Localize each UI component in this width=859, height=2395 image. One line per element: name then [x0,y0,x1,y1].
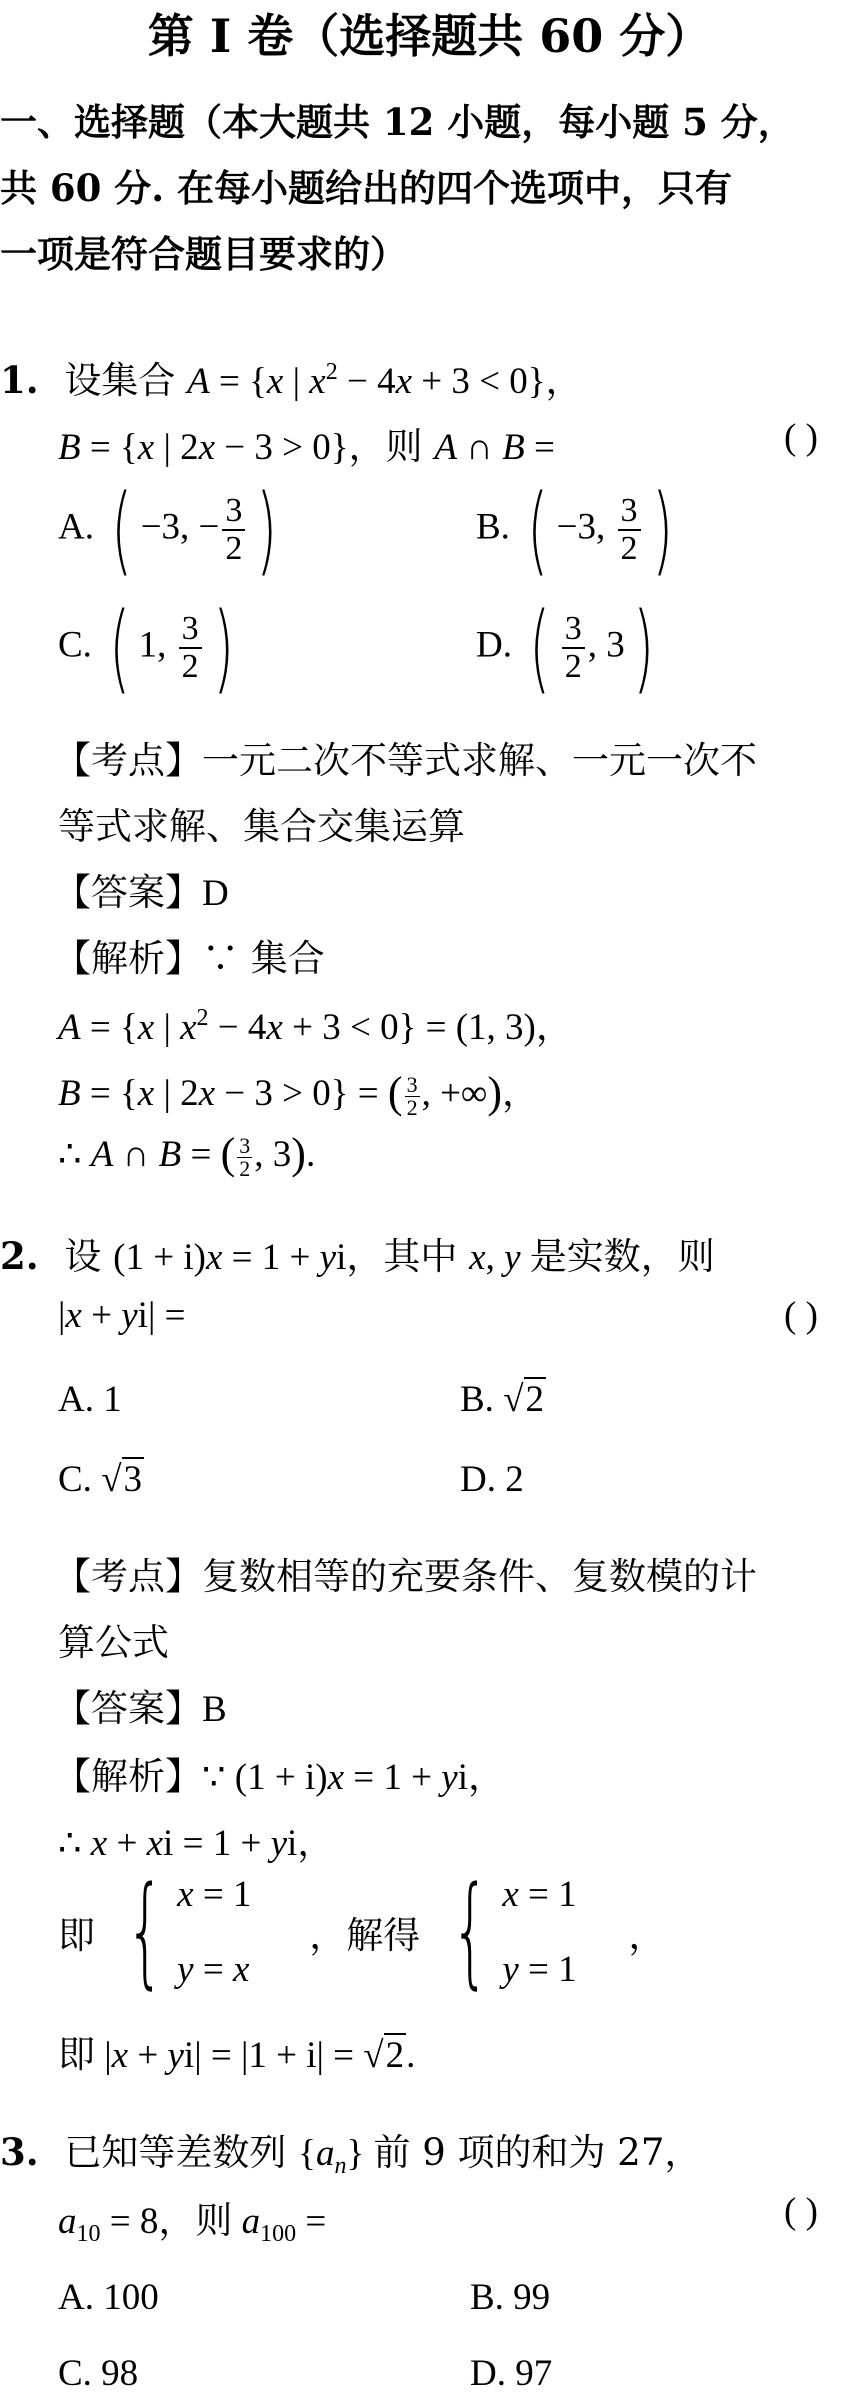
q3-number: 3. [0,2130,39,2174]
q2-analysis-line1: 【解析】∵ (1 + i)x = 1 + yi， [54,1755,505,1798]
q1-answer-bracket: ( ) [784,417,818,458]
q2-option-c: C. √3 [58,1459,142,1500]
q1-stem-line1: 1. 设集合 A = {x | $x^2 - 4x + 3 < 0$}， [0,358,583,402]
q3-answer-bracket: ( ) [784,2191,818,2232]
q2-answer-bracket: ( ) [784,1295,818,1336]
q2-stem-line2: |x + yi| = [58,1295,186,1336]
q2-option-d: D. 2 [460,1459,524,1500]
q1-answer: 【答案】D [54,871,229,914]
q2-answer: 【答案】B [54,1687,227,1730]
q1-option-d: D. ( $\frac{3}{2}$ , 3) [476,592,654,704]
q1-knowledge-point-line1: 【考点】一元二次不等式求解、一元一次不 [54,739,757,782]
section-heading-line3: 一项是符合题目要求的） [0,232,407,276]
q2-option-a: A. 1 [58,1379,122,1420]
section-heading-line2: 共 60 分. 在每小题给出的四个选项中，只有 [0,166,733,210]
q3-option-b: B. 99 [470,2277,551,2318]
equation-system-2: { x = 1 y = 1 [451,1862,577,2001]
q1-analysis-line1: 【解析】∵ 集合 [54,937,325,980]
q2-option-b: B. √2 [460,1379,544,1420]
page-title: 第 I 卷（选择题共 60 分） [147,9,712,63]
q2-stem-line1: 2. 设 (1 + i)x = 1 + yi，其中 x, y 是实数，则 [0,1234,715,1278]
q2-knowledge-point-line2: 算公式 [58,1621,169,1664]
q1-option-c: C. ( 1, $\frac{3}{2}$ ) [58,592,234,704]
section-heading-line1: 一、选择题（本大题共 12 小题，每小题 5 分， [0,100,795,144]
q1-option-b: B. ( −3, $\frac{3}{2}$ ) [476,474,673,586]
q3-option-a: A. 100 [58,2277,159,2318]
q2-analysis-line4: 即 |x + yi| = |1 + i| = √2. [58,2033,416,2076]
q1-analysis-line2: A = {x | $x^2 - 4x + 3 < 0\} = (1$, 3)， [58,1005,573,1048]
q2-analysis-line2: ∴ x + xi = 1 + yi， [58,1823,335,1864]
q1-analysis-line3: B = {x | 2x − 3 > 0} = ( $\frac{3}{2}$ , +∞)， [58,1068,539,1121]
q2-number: 2. [0,1234,39,1278]
q1-stem-line2: B = {x | 2x − 3 > 0}，则 A ∩ B = [58,425,555,468]
q1-option-a: A. ( −3, − $\frac{3}{2}$ ) [58,474,278,586]
q2-knowledge-point-line1: 【考点】复数相等的充要条件、复数模的计 [54,1555,757,1598]
q3-stem-line2: $a_{10} = 8$，则 $a_{100}$ = [58,2199,327,2247]
q2-analysis-system: 即 { x = 1 y = x ，解得 { x = 1 y = 1 ， [58,1862,666,2001]
q3-stem-line1: 3. 已知等差数列 $\{a_n\}$ 前 9 项的和为 27， [0,2130,702,2179]
q1-number: 1. [0,358,39,402]
equation-system-1: { x = 1 y = x [125,1862,252,2001]
q1-analysis-line4: ∴ A ∩ B = ( $\frac{3}{2}$ , 3). [58,1129,316,1182]
q3-option-d: D. 97 [470,2353,553,2394]
q1-knowledge-point-line2: 等式求解、集合交集运算 [58,805,465,848]
q3-option-c: C. 98 [58,2353,139,2394]
